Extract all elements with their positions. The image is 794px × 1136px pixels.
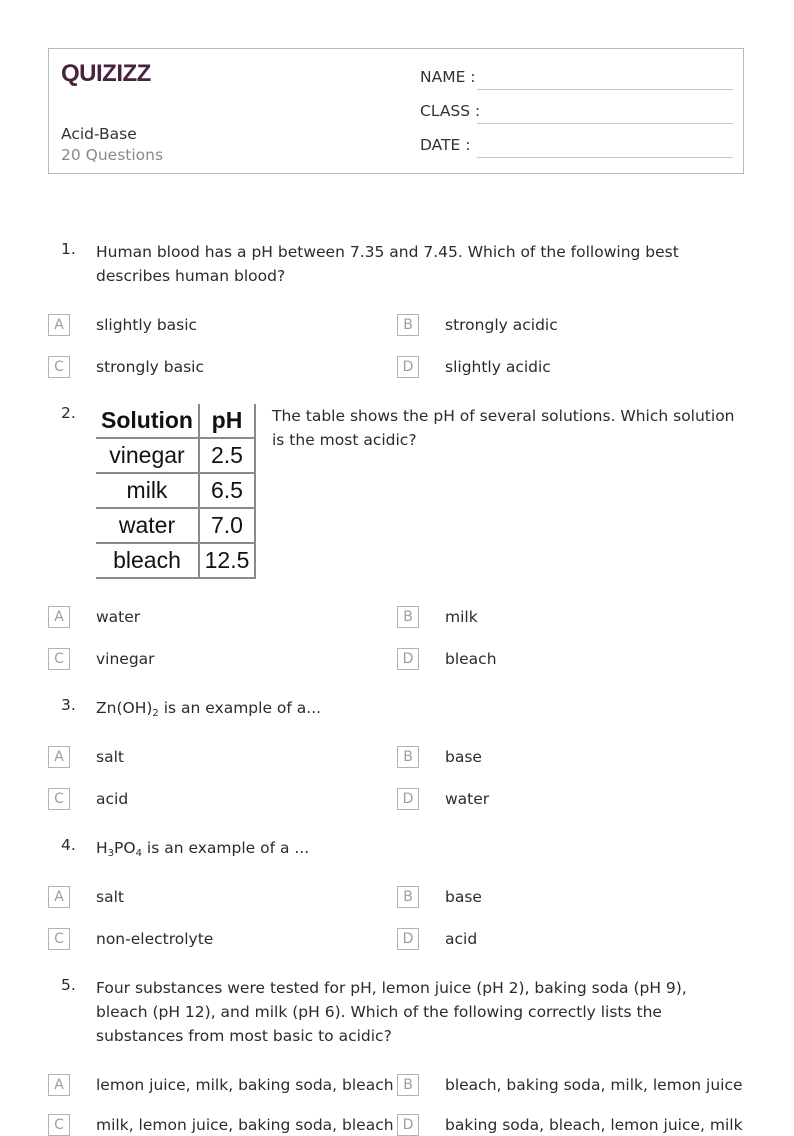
option-box-a[interactable]: A: [48, 886, 70, 908]
date-line[interactable]: [477, 157, 733, 158]
name-line[interactable]: [477, 89, 733, 90]
formula-part: PO: [114, 839, 136, 857]
question-number: 2.: [61, 404, 76, 422]
option-text: lemon juice, milk, baking soda, bleach: [96, 1076, 394, 1094]
option-box-d[interactable]: D: [397, 788, 419, 810]
worksheet-title: Acid-Base: [61, 125, 137, 143]
table-row: [96, 438, 255, 473]
table-row: [96, 508, 255, 543]
option-box-c[interactable]: C: [48, 788, 70, 810]
formula-part: Zn(OH): [96, 699, 153, 717]
date-label: DATE :: [420, 136, 471, 154]
option-box-b[interactable]: B: [397, 314, 419, 336]
worksheet-header: [48, 48, 744, 174]
option-text: base: [445, 748, 482, 766]
table-header-row: [96, 404, 255, 438]
option-text: slightly acidic: [445, 358, 551, 376]
question-number: 1.: [61, 240, 76, 258]
option-text: bleach: [445, 650, 497, 668]
table-cell: 6.5: [199, 473, 255, 508]
option-text: baking soda, bleach, lemon juice, milk: [445, 1116, 743, 1134]
option-text: water: [445, 790, 490, 808]
formula-subscript: 4: [135, 848, 142, 859]
option-text: non-electrolyte: [96, 930, 214, 948]
option-text: bleach, baking soda, milk, lemon juice: [445, 1076, 743, 1094]
option-text: slightly basic: [96, 316, 198, 334]
option-box-d[interactable]: D: [397, 928, 419, 950]
table-header-cell: Solution: [96, 404, 199, 438]
table-row: [96, 543, 255, 578]
option-text: strongly basic: [96, 358, 204, 376]
option-text: base: [445, 888, 482, 906]
option-box-c[interactable]: C: [48, 1114, 70, 1136]
option-text: acid: [445, 930, 478, 948]
option-text: strongly acidic: [445, 316, 558, 334]
table-cell: milk: [96, 473, 199, 508]
question-text-rest: is an example of a...: [158, 699, 322, 717]
ph-table: [96, 404, 256, 579]
question-text: Human blood has a pH between 7.35 and 7.45. Which of the following best describes human blood?: [96, 243, 679, 285]
option-box-d[interactable]: D: [397, 356, 419, 378]
option-text: water: [96, 608, 141, 626]
option-box-a[interactable]: A: [48, 1074, 70, 1096]
table-row: [96, 473, 255, 508]
table-cell: vinegar: [96, 438, 199, 473]
option-box-b[interactable]: B: [397, 1074, 419, 1096]
option-box-b[interactable]: B: [397, 886, 419, 908]
option-text: milk, lemon juice, baking soda, bleach: [96, 1116, 394, 1134]
option-text: acid: [96, 790, 129, 808]
option-text: salt: [96, 748, 124, 766]
formula-subscript: 2: [152, 708, 159, 719]
svg-text:QUIZIZZ: QUIZIZZ: [61, 60, 151, 87]
option-box-a[interactable]: A: [48, 606, 70, 628]
question-number: 5.: [61, 976, 76, 994]
table-header-cell: pH: [199, 404, 255, 438]
option-box-d[interactable]: D: [397, 1114, 419, 1136]
option-box-a[interactable]: A: [48, 746, 70, 768]
option-box-a[interactable]: A: [48, 314, 70, 336]
table-cell: water: [96, 508, 199, 543]
option-box-c[interactable]: C: [48, 648, 70, 670]
table-cell: bleach: [96, 543, 199, 578]
question-count: 20 Questions: [61, 146, 164, 164]
class-line[interactable]: [477, 123, 733, 124]
formula-part: H: [96, 839, 108, 857]
question-text: Four substances were tested for pH, lemon juice (pH 2), baking soda (pH 9), bleach (pH 12), and milk (pH 6). Which of the following correctly lists the substances from most basic to acidic?: [96, 979, 687, 1045]
quizizz-logo: [61, 59, 153, 91]
question-text: [96, 696, 736, 726]
option-text: vinegar: [96, 650, 155, 668]
table-cell: 2.5: [199, 438, 255, 473]
option-box-b[interactable]: B: [397, 746, 419, 768]
option-box-c[interactable]: C: [48, 356, 70, 378]
question-text: The table shows the pH of several solutions. Which solution is the most acidic?: [272, 407, 735, 449]
option-box-b[interactable]: B: [397, 606, 419, 628]
table-cell: 12.5: [199, 543, 255, 578]
option-text: salt: [96, 888, 124, 906]
option-box-d[interactable]: D: [397, 648, 419, 670]
table-cell: 7.0: [199, 508, 255, 543]
question-number: 3.: [61, 696, 76, 714]
class-label: CLASS :: [420, 102, 481, 120]
name-label: NAME :: [420, 68, 476, 86]
formula-subscript: 3: [107, 848, 115, 859]
question-number: 4.: [61, 836, 76, 854]
question-text-rest: is an example of a ...: [141, 839, 310, 857]
option-text: milk: [445, 608, 478, 626]
option-box-c[interactable]: C: [48, 928, 70, 950]
question-text: [96, 836, 736, 866]
